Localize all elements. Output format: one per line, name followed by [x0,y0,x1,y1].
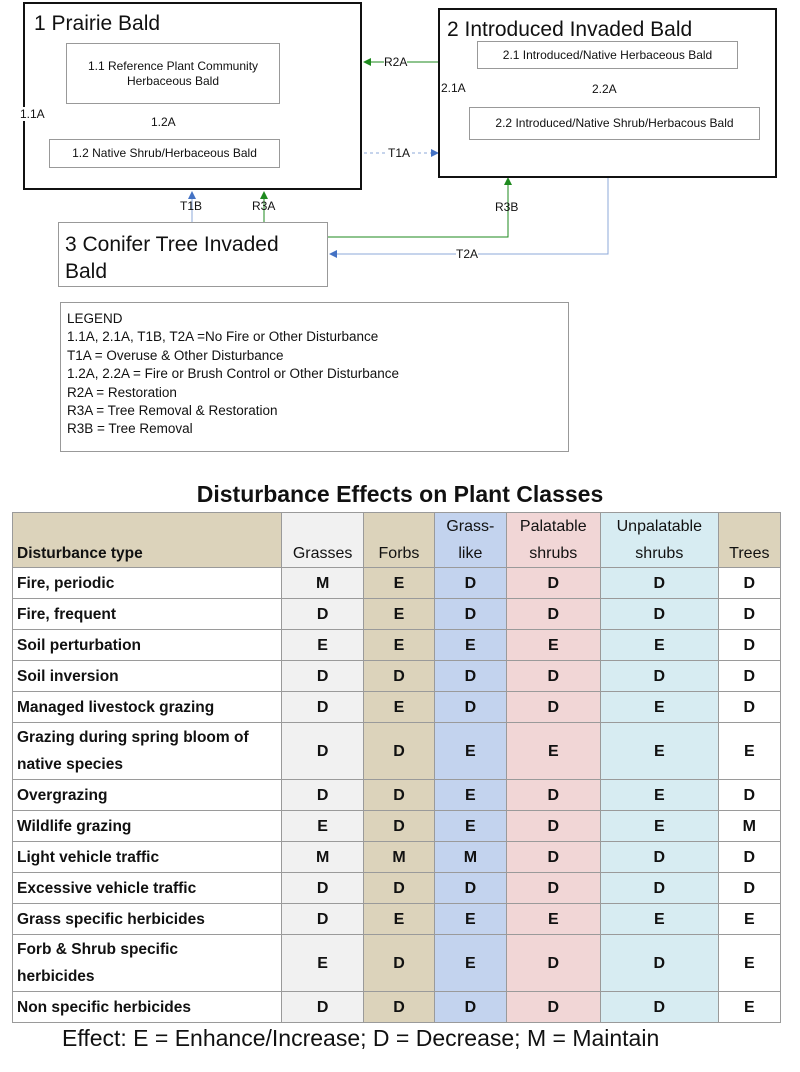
cell-palatable: D [506,811,600,842]
cell-unpalatable: E [601,723,719,780]
cell-forbs: D [363,780,434,811]
legend-box [60,302,569,452]
cell-unpalatable: D [601,935,719,992]
row-disturbance: Excessive vehicle traffic [13,873,282,904]
arrow-t2a [330,178,608,254]
cell-grasses: D [282,599,363,630]
cell-palatable: D [506,692,600,723]
cell-grasses: M [282,568,363,599]
header-unpalatable-1: Unpalatable [616,518,703,535]
row-disturbance: Wildlife grazing [13,811,282,842]
table-title: Disturbance Effects on Plant Classes [196,481,604,507]
row-disturbance: Fire, frequent [13,599,282,630]
cell-forbs: D [363,935,434,992]
cell-trees: D [718,568,780,599]
cell-trees: E [718,723,780,780]
cell-grasslike: E [435,811,506,842]
table-row [13,630,781,661]
state-3-box [58,222,328,287]
cell-palatable: E [506,904,600,935]
table-row [13,842,781,873]
effect-key: Effect: E = Enhance/Increase; D = Decrease; M = Maintain [62,1025,660,1051]
row-disturbance: Overgrazing [13,780,282,811]
cell-forbs: E [363,904,434,935]
cell-palatable: D [506,568,600,599]
cell-trees: E [718,992,780,1023]
cell-unpalatable: E [601,780,719,811]
cell-unpalatable: D [601,568,719,599]
cell-grasslike: E [435,630,506,661]
table-row [13,904,781,935]
cell-trees: E [718,935,780,992]
cell-unpalatable: D [601,661,719,692]
cell-palatable: D [506,599,600,630]
cell-grasses: D [282,873,363,904]
row-disturbance: Soil inversion [13,661,282,692]
cell-trees: D [718,661,780,692]
state-2-title: 2 Introduced Invaded Bald [447,18,693,41]
cell-palatable: E [506,723,600,780]
cell-forbs: E [363,630,434,661]
cell-grasslike: D [435,568,506,599]
row-disturbance: Grass specific herbicides [13,904,282,935]
cell-grasslike: D [435,873,506,904]
cell-palatable: D [506,992,600,1023]
label-t1b: T1B [180,199,203,213]
legend-line: R3A = Tree Removal & Restoration [67,403,278,419]
legend-line: 1.2A, 2.2A = Fire or Brush Control or Other Disturbance [67,366,400,382]
row-disturbance: Fire, periodic [13,568,282,599]
label-2-1a: 2.1A [441,81,466,95]
row-disturbance: Managed livestock grazing [13,692,282,723]
cell-forbs: D [363,992,434,1023]
label-t2a: T2A [456,247,479,261]
cell-grasslike: E [435,904,506,935]
cell-unpalatable: E [601,904,719,935]
header-forbs: Forbs [363,513,434,568]
state-3-title-line1: 3 Conifer Tree Invaded [65,233,279,256]
table-row [13,723,781,780]
row-disturbance-line1: Grazing during spring bloom of [17,729,249,746]
cell-grasses: D [282,992,363,1023]
cell-forbs: E [363,692,434,723]
phase-2-2 [469,107,760,140]
table-row [13,692,781,723]
label-1-2a: 1.2A [151,115,176,129]
phase-1-1-line1: 1.1 Reference Plant Community [87,58,259,73]
phase-2-2-label: 2.2 Introduced/Native Shrub/Herbacous Bald [495,116,734,130]
cell-grasslike: E [435,935,506,992]
cell-forbs: E [363,599,434,630]
header-palatable-1: Palatable [519,518,587,535]
cell-palatable: D [506,661,600,692]
cell-forbs: D [363,811,434,842]
cell-grasslike: D [435,599,506,630]
legend-line: 1.1A, 2.1A, T1B, T2A =No Fire or Other Disturbance [67,329,379,345]
phase-2-1 [477,41,738,69]
header-trees: Trees [718,513,780,568]
header-unpalatable-2: shrubs [635,545,684,562]
header-grasslike [435,513,506,568]
header-palatable [506,513,600,568]
cell-trees: D [718,842,780,873]
cell-trees: M [718,811,780,842]
cell-grasses: E [282,630,363,661]
cell-grasses: D [282,692,363,723]
cell-grasses: D [282,904,363,935]
header-palatable-2: shrubs [529,545,578,562]
table-row [13,811,781,842]
header-disturbance: Disturbance type [13,513,282,568]
row-disturbance: Non specific herbicides [13,992,282,1023]
table-header-row [13,513,781,568]
cell-trees: D [718,630,780,661]
cell-forbs: D [363,723,434,780]
cell-grasses: D [282,780,363,811]
cell-forbs: D [363,661,434,692]
legend-line: R2A = Restoration [67,384,177,400]
phase-1-1-line2: Herbaceous Bald [126,73,220,88]
phase-1-1 [66,43,280,104]
cell-grasses: M [282,842,363,873]
legend-line: R3B = Tree Removal [67,421,193,437]
cell-grasslike: E [435,723,506,780]
cell-palatable: E [506,630,600,661]
cell-unpalatable: E [601,811,719,842]
cell-unpalatable: E [601,692,719,723]
table-row [13,935,781,992]
cell-forbs: D [363,873,434,904]
row-disturbance-line2: herbicides [17,968,95,985]
cell-forbs: M [363,842,434,873]
cell-unpalatable: D [601,842,719,873]
header-unpalatable [601,513,719,568]
state-3-title-line2: Bald [65,260,108,283]
cell-palatable: D [506,935,600,992]
table-row [13,599,781,630]
cell-forbs: E [363,568,434,599]
cell-trees: D [718,780,780,811]
cell-palatable: D [506,780,600,811]
cell-trees: D [718,599,780,630]
legend-title: LEGEND [67,311,123,326]
header-grasslike-2: like [458,545,483,562]
row-disturbance: Soil perturbation [13,630,282,661]
cell-trees: D [718,873,780,904]
label-r3b: R3B [495,200,519,214]
label-1-1a: 1.1A [20,107,45,121]
table-row [13,873,781,904]
row-disturbance [13,935,282,992]
label-2-2a: 2.2A [592,82,617,96]
cell-unpalatable: D [601,992,719,1023]
table-row [13,661,781,692]
state-3-title [65,231,279,285]
table-row [13,992,781,1023]
label-r3a: R3A [252,199,276,213]
cell-grasses: E [282,935,363,992]
row-disturbance-line1: Forb & Shrub specific [17,941,179,958]
cell-grasses: E [282,811,363,842]
state-1-title: 1 Prairie Bald [34,12,161,35]
header-grasslike-1: Grass- [446,518,495,535]
cell-grasslike: M [435,842,506,873]
cell-palatable: D [506,873,600,904]
legend-line: T1A = Overuse & Other Disturbance [67,347,284,363]
label-r2a: R2A [384,55,408,69]
row-disturbance [13,723,282,780]
cell-grasslike: D [435,692,506,723]
row-disturbance-line2: native species [17,756,123,773]
phase-1-2-label: 1.2 Native Shrub/Herbaceous Bald [72,146,257,160]
cell-unpalatable: E [601,630,719,661]
cell-trees: E [718,904,780,935]
cell-unpalatable: D [601,599,719,630]
cell-palatable: D [506,842,600,873]
phase-2-1-label: 2.1 Introduced/Native Herbaceous Bald [502,47,713,62]
disturbance-table [12,512,781,1023]
cell-grasslike: D [435,661,506,692]
cell-trees: D [718,692,780,723]
cell-grasses: D [282,723,363,780]
label-t1a: T1A [388,146,411,160]
phase-1-2 [49,139,280,168]
cell-grasses: D [282,661,363,692]
cell-grasslike: E [435,780,506,811]
cell-unpalatable: D [601,873,719,904]
table-row [13,568,781,599]
cell-grasslike: D [435,992,506,1023]
table-row [13,780,781,811]
row-disturbance: Light vehicle traffic [13,842,282,873]
header-grasses: Grasses [282,513,363,568]
